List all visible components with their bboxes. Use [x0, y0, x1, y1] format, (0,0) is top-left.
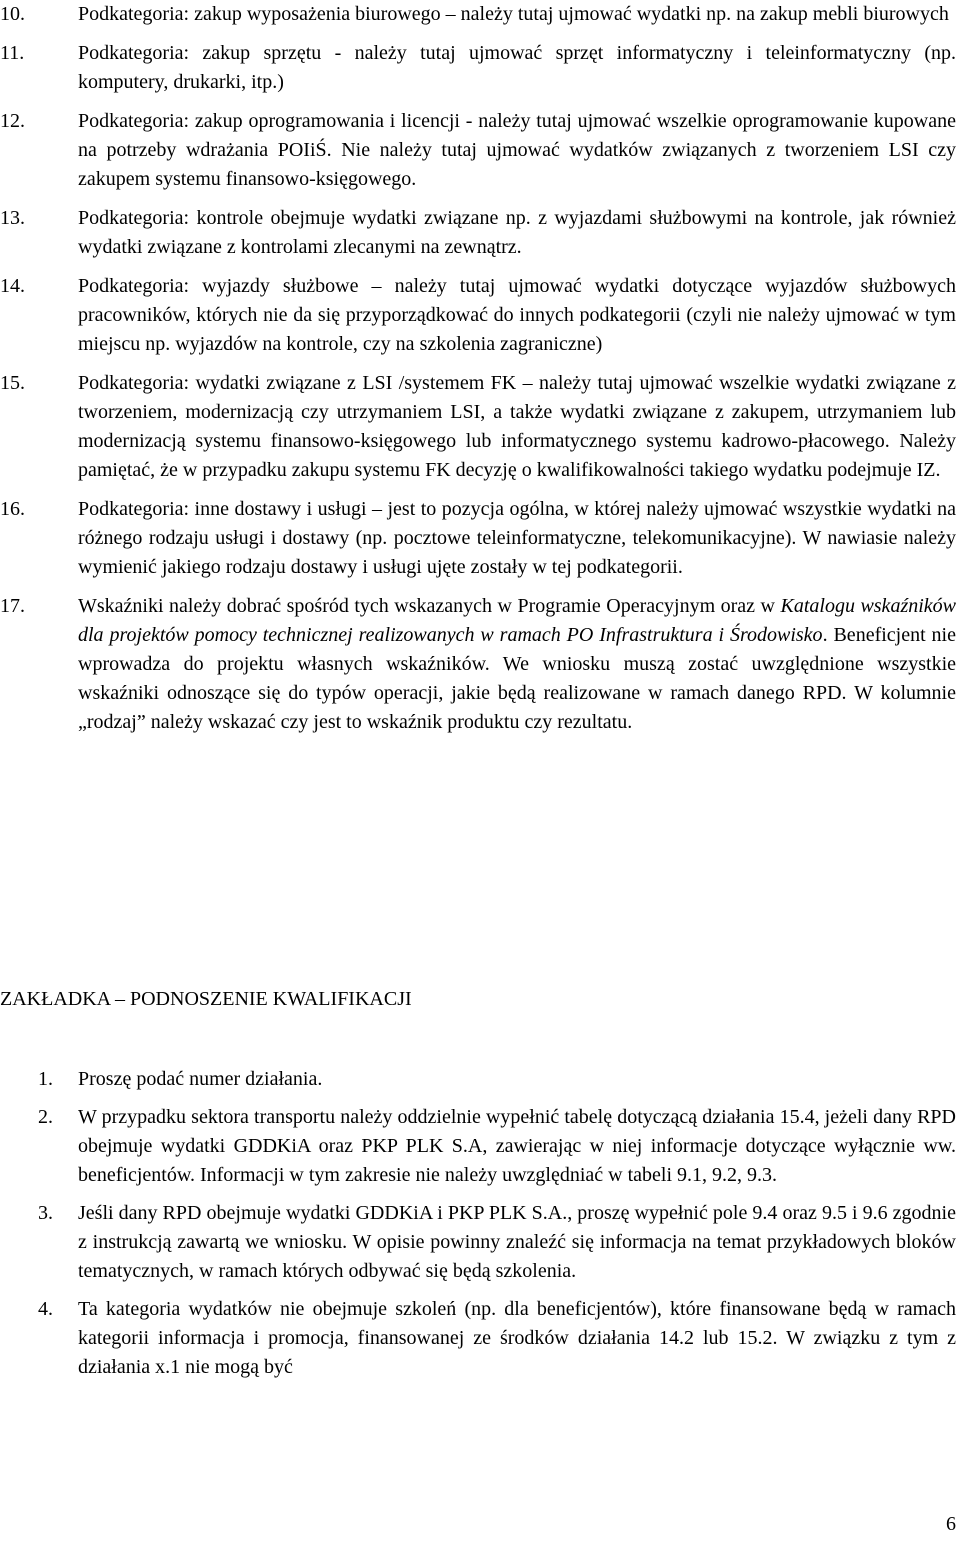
item-number: 14. [0, 275, 25, 297]
list-item [0, 272, 956, 359]
item-number: 17. [0, 595, 25, 617]
item-text-part2: . Beneficjent nie wprowadza do projektu własnych wskaźników. We wniosku muszą zostać uwzględnione wszystkie wskaźniki odnoszące się do typów operacji, jakie będą realizowane w ramach danego RPD. W kolumnie „rodzaj” należy wskazać czy jest to wskaźnik produktu czy rezultatu. [78, 624, 956, 733]
item-text: Podkategoria: wydatki związane z LSI /systemem FK – należy tutaj ujmować wszelkie wydatki związane z tworzeniem, modernizacją czy utrzymaniem LSI, a także wydatki związane z zakupem, utrzymaniem lub modernizacją systemu finansowo-księgowego lub informatycznego systemu kadrowo-płacowego. Należy pamiętać, że w przypadku zakupu systemu FK decyzję o kwalifikowalności takiego wydatku podejmuje IZ. [78, 372, 956, 481]
item-text: Podkategoria: inne dostawy i usługi – jest to pozycja ogólna, w której należy ujmować wszystkie wydatki na różnego rodzaju usługi i dostawy (np. pocztowe teleinformatyczne, telekomunikacyjne). W nawiasie należy wymienić jakiego rodzaju dostawy i usługi ujęte zostały w tej podkategorii. [78, 498, 956, 578]
item-text: Podkategoria: zakup wyposażenia biurowego – należy tutaj ujmować wydatki np. na zakup mebli biurowych [78, 3, 949, 25]
item-text: Ta kategoria wydatków nie obejmuje szkoleń (np. dla beneficjentów), które finansowane będą w ramach kategorii informacja i promocja, finansowanej ze środków działania 14.2 lub 15.2. W związku z tym z działania x.1 nie mogą być [78, 1298, 956, 1378]
item-text: Proszę podać numer działania. [78, 1068, 323, 1090]
section-heading: ZAKŁADKA – PODNOSZENIE KWALIFIKACJI [0, 988, 412, 1010]
list-item [0, 1295, 956, 1382]
item-number: 1. [38, 1068, 53, 1090]
item-text: Podkategoria: kontrole obejmuje wydatki związane np. z wyjazdami służbowymi na kontrole, jak również wydatki związane z kontrolami zlecanymi na zewnątrz. [78, 207, 956, 258]
item-number: 12. [0, 110, 25, 132]
item-number: 4. [38, 1298, 53, 1320]
page-number: 6 [946, 1513, 956, 1535]
list-item-indicators [0, 592, 956, 737]
item-text: Podkategoria: zakup oprogramowania i licencji - należy tutaj ujmować wszelkie oprogramowanie kupowane na potrzeby wdrażania POIiŚ. Nie należy tutaj ujmować wydatków związanych z tworzeniem LSI czy zakupem systemu finansowo-księgowego. [78, 110, 956, 190]
list-item [0, 39, 956, 97]
item-text-part1: Wskaźniki należy dobrać spośród tych wskazanych w Programie Operacyjnym oraz w [78, 595, 781, 617]
list-item [0, 369, 956, 485]
list-item [0, 495, 956, 582]
item-number: 15. [0, 372, 25, 394]
list-item [0, 1103, 956, 1190]
item-text: Podkategoria: wyjazdy służbowe – należy tutaj ujmować wydatki dotyczące wyjazdów służbowych pracowników, których nie da się przyporządkować do innych podkategorii (czyli nie należy ujmować w tym miejscu np. wyjazdów na kontrole, czy na szkolenia zagraniczne) [78, 275, 956, 355]
item-text: W przypadku sektora transportu należy oddzielnie wypełnić tabelę dotyczącą działania 15.4, jeżeli dany RPD obejmuje wydatki GDDKiA oraz PKP PLK S.A, zawierając w niej informacje dotyczące wyłącznie ww. beneficjentów. Informacji w tym zakresie nie należy uwzględniać w tabeli 9.1, 9.2, 9.3. [78, 1106, 956, 1186]
item-number: 3. [38, 1202, 53, 1224]
list-item [0, 107, 956, 194]
subcategory-list [0, 0, 956, 747]
item-number: 16. [0, 498, 25, 520]
item-text: Jeśli dany RPD obejmuje wydatki GDDKiA i PKP PLK S.A., proszę wypełnić pole 9.4 oraz 9.5 i 9.6 zgodnie z instrukcją zawartą we wniosku. W opisie powinny znaleźć się informacja na temat przykładowych bloków tematycznych, w ramach których odbywać się będą szkolenia. [78, 1202, 956, 1282]
catalog-title-italic: Katalogu wskaźników dla projektów pomocy technicznej realizowanych w ramach PO Infrastruktura i Środowisko [78, 595, 956, 646]
list-item [0, 0, 956, 29]
item-number: 11. [0, 42, 25, 64]
list-item [0, 204, 956, 262]
list-item [0, 1065, 956, 1094]
item-number: 2. [38, 1106, 53, 1128]
item-number: 13. [0, 207, 25, 229]
item-text: Podkategoria: zakup sprzętu - należy tutaj ujmować sprzęt informatyczny i teleinformatyczny (np. komputery, drukarki, itp.) [78, 42, 956, 93]
item-number: 10. [0, 3, 25, 25]
list-item [0, 1199, 956, 1286]
qualification-list [0, 1065, 956, 1391]
